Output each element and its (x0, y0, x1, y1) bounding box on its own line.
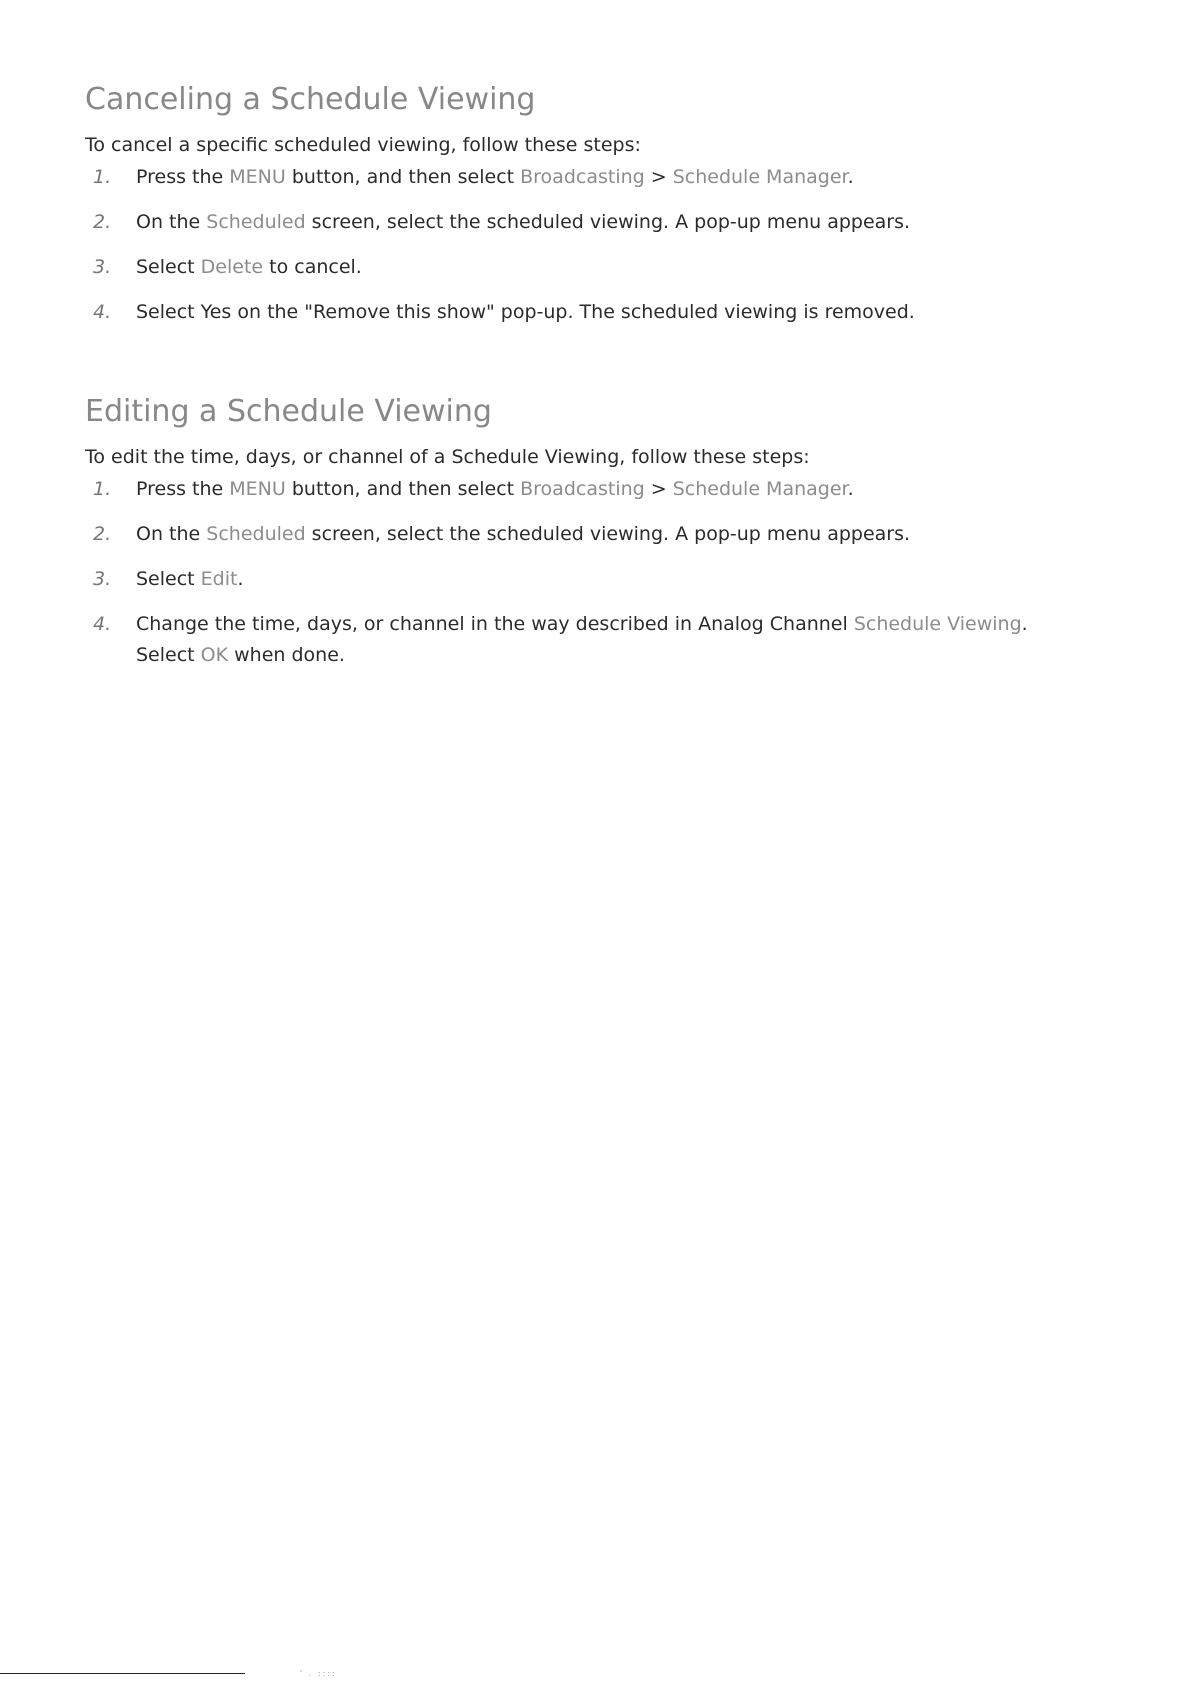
step-number: 3. (93, 568, 112, 590)
option-ref-ok: OK (200, 644, 229, 666)
step-number: 3. (93, 256, 112, 278)
menu-button-ref: MENU (229, 166, 286, 188)
step-text: . (847, 478, 854, 500)
step-text: to cancel. (263, 256, 362, 278)
step-text: screen, select the scheduled viewing. A pop-up menu appears. (305, 523, 911, 545)
step-text: Press the (136, 166, 230, 188)
step-item (85, 564, 1125, 595)
option-ref-delete: Delete (200, 256, 264, 278)
link-ref-schedule-viewing: Schedule Viewing (853, 613, 1022, 635)
step-item (85, 609, 1125, 671)
step-item (85, 474, 1125, 505)
menu-path-broadcasting: Broadcasting (520, 166, 645, 188)
step-item (85, 162, 1125, 193)
step-text: Select (136, 256, 201, 278)
screen-ref-scheduled: Scheduled (206, 211, 306, 233)
step-text: button, and then select (285, 166, 521, 188)
menu-path-separator: > (644, 478, 673, 500)
step-text: . (847, 166, 854, 188)
option-ref-edit: Edit (200, 568, 238, 590)
step-text: . (237, 568, 244, 590)
step-number: 4. (93, 613, 112, 635)
step-item (85, 519, 1125, 550)
step-text: when done. (228, 644, 345, 666)
section-canceling (85, 76, 1125, 342)
menu-button-ref: MENU (229, 478, 286, 500)
menu-path-separator: > (644, 166, 673, 188)
step-text: screen, select the scheduled viewing. A pop-up menu appears. (305, 211, 911, 233)
section-heading: Canceling a Schedule Viewing (85, 82, 536, 117)
step-number: 4. (93, 301, 112, 323)
steps-list (85, 162, 1125, 328)
step-text: On the (136, 523, 207, 545)
step-number: 1. (93, 166, 112, 188)
step-text: Press the (136, 478, 230, 500)
step-number: 1. (93, 478, 112, 500)
step-text: . (1021, 613, 1028, 635)
step-item (85, 207, 1125, 238)
step-text: Select (136, 568, 201, 590)
footer-marks: ' . :::: (300, 1669, 337, 1678)
menu-path-schedule-manager: Schedule Manager (672, 166, 848, 188)
section-intro: To edit the time, days, or channel of a Schedule Viewing, follow these steps: (85, 446, 810, 468)
step-text: Select (136, 644, 201, 666)
step-item (85, 297, 1125, 328)
menu-path-broadcasting: Broadcasting (520, 478, 645, 500)
step-text: button, and then select (285, 478, 521, 500)
steps-list (85, 474, 1125, 671)
step-number: 2. (93, 211, 112, 233)
step-text: Change the time, days, or channel in the way described in Analog Channel (136, 613, 854, 635)
step-number: 2. (93, 523, 112, 545)
section-intro: To cancel a specific scheduled viewing, follow these steps: (85, 134, 641, 156)
step-item (85, 252, 1125, 283)
step-text: Select Yes on the "Remove this show" pop-up. The scheduled viewing is removed. (136, 301, 915, 323)
section-heading: Editing a Schedule Viewing (85, 394, 492, 429)
menu-path-schedule-manager: Schedule Manager (672, 478, 848, 500)
footer-rule (0, 1673, 245, 1674)
section-editing (85, 388, 1125, 685)
screen-ref-scheduled: Scheduled (206, 523, 306, 545)
step-text: On the (136, 211, 207, 233)
